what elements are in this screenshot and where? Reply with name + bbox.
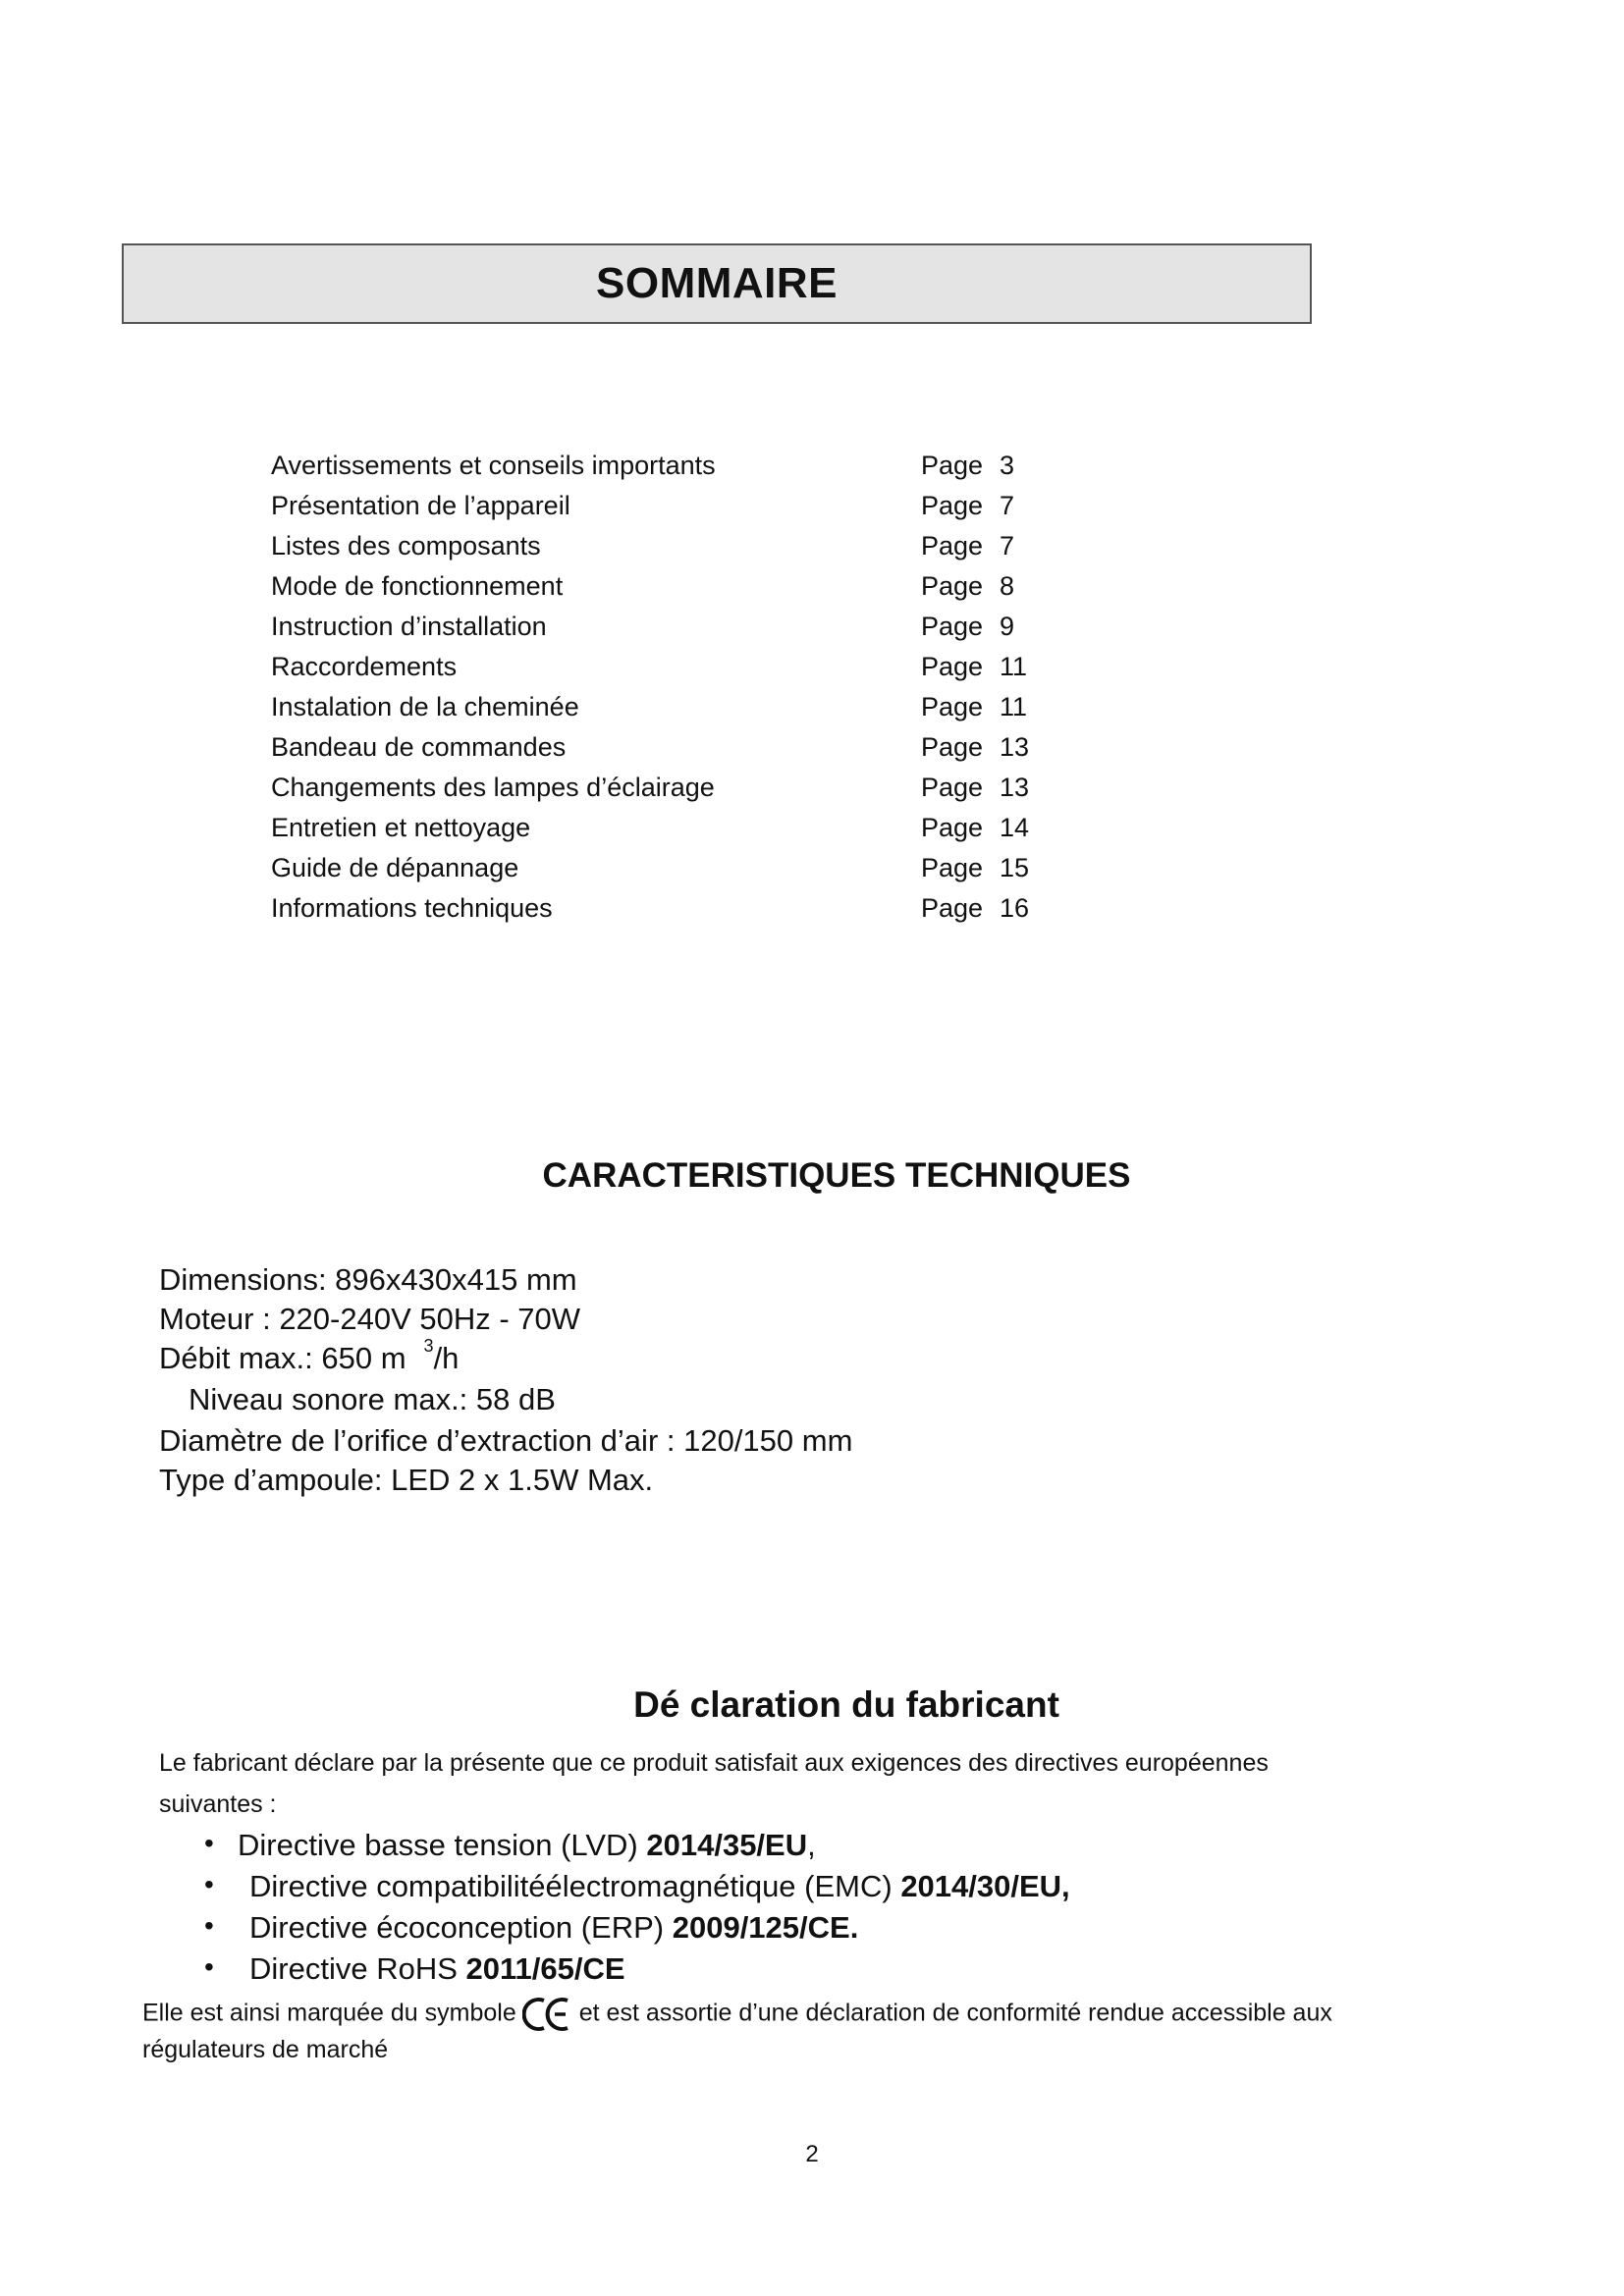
toc-page-word: Page [921,451,984,480]
toc-label: Présentation de l’appareil [271,491,570,520]
spec-flow-value: Débit max.: 650 m [159,1341,406,1375]
toc-label: Entretien et nettoyage [271,813,531,842]
title-box [122,243,1312,324]
spec-diameter: Diamètre de l’orifice d’extraction d’air : 120/150 mm [159,1423,853,1458]
toc-page-number: 7 [1000,491,1015,520]
declaration-heading: Dé claration du fabricant [633,1684,1059,1725]
directive-text: Directive basse tension (LVD) [238,1828,647,1862]
spec-bulb: Type d’ampoule: LED 2 x 1.5W Max. [159,1463,654,1497]
declaration-intro-line1: Le fabricant déclare par la présente que ce produit satisfait aux exigences des directives européennes [159,1749,1269,1777]
toc-page-number: 7 [1000,531,1015,561]
closing-text-before: Elle est ainsi marquée du symbole [142,1999,516,2027]
spec-flow-exponent: 3 [423,1335,434,1356]
toc-page-word: Page [921,732,984,762]
toc-row [271,770,1076,810]
table-of-contents [271,448,1076,931]
toc-page-word: Page [921,853,984,882]
toc-label: Raccordements [271,652,458,681]
toc-page-word: Page [921,491,984,520]
toc-page-number: 13 [1000,773,1030,802]
directive-item [249,1951,625,1987]
toc-page-word: Page [921,652,984,681]
specs-heading: CARACTERISTIQUES TECHNIQUES [542,1156,1131,1195]
toc-page-word: Page [921,531,984,561]
toc-row [271,488,1076,528]
toc-row [271,810,1076,850]
toc-label: Listes des composants [271,531,541,561]
bullet-icon: • [204,1869,214,1899]
toc-page-number: 16 [1000,893,1030,923]
directive-code: 2011/65/CE [465,1951,625,1986]
closing-text-after: et est assortie d’une déclaration de conformité rendue accessible aux [578,1999,1332,2027]
toc-page-number: 8 [1000,571,1015,601]
page-title: SOMMAIRE [596,259,838,307]
toc-page-number: 11 [1000,692,1028,721]
toc-page-number: 14 [1000,813,1030,842]
toc-page-number: 13 [1000,732,1030,762]
toc-row [271,568,1076,609]
directive-item [249,1910,858,1946]
spec-flow-unit: /h [433,1341,460,1375]
directive-code: 2014/30/EU, [900,1869,1070,1903]
directive-text: Directive écoconception (ERP) [249,1910,673,1945]
bullet-icon: • [204,1951,214,1982]
toc-row [271,890,1076,931]
declaration-intro-line2: suivantes : [159,1790,277,1818]
toc-label: Changements des lampes d’éclairage [271,773,715,802]
toc-label: Informations techniques [271,893,553,923]
directive-item [249,1869,1070,1904]
directive-code: 2009/125/CE. [672,1910,859,1945]
toc-page-word: Page [921,773,984,802]
page-number: 2 [805,2141,819,2167]
toc-row [271,729,1076,770]
toc-row [271,689,1076,729]
spec-flow [159,1335,460,1376]
spec-dimensions: Dimensions: 896x430x415 mm [159,1262,577,1297]
toc-page-number: 3 [1000,451,1015,480]
bullet-icon: • [204,1828,214,1858]
toc-page-number: 9 [1000,612,1015,641]
toc-page-word: Page [921,612,984,641]
toc-page-number: 15 [1000,853,1030,882]
toc-label: Instalation de la cheminée [271,692,579,721]
toc-page-word: Page [921,813,984,842]
toc-page-word: Page [921,692,984,721]
toc-page-number: 11 [1000,652,1028,681]
directive-code: 2014/35/EU [646,1828,808,1862]
toc-row [271,448,1076,488]
toc-label: Instruction d’installation [271,612,547,641]
directive-text: Directive compatibilitéélectromagnétique (EMC) [249,1869,901,1903]
ce-mark-icon [522,1997,573,2032]
bullet-icon: • [204,1910,214,1941]
toc-label: Guide de dépannage [271,853,519,882]
toc-row [271,850,1076,890]
toc-page-word: Page [921,893,984,923]
declaration-closing-line2: régulateurs de marché [142,2036,389,2063]
toc-row [271,649,1076,689]
toc-label: Bandeau de commandes [271,732,567,762]
directive-text: Directive RoHS [249,1951,466,1986]
toc-label: Mode de fonctionnement [271,571,564,601]
toc-row [271,609,1076,649]
toc-row [271,528,1076,568]
directive-tail: , [807,1828,816,1862]
spec-motor: Moteur : 220-240V 50Hz - 70W [159,1302,581,1336]
declaration-closing-line1 [142,1997,1332,2032]
toc-label: Avertissements et conseils importants [271,451,716,480]
toc-page-word: Page [921,571,984,601]
spec-noise: Niveau sonore max.: 58 dB [189,1382,556,1416]
directive-item [238,1828,816,1863]
